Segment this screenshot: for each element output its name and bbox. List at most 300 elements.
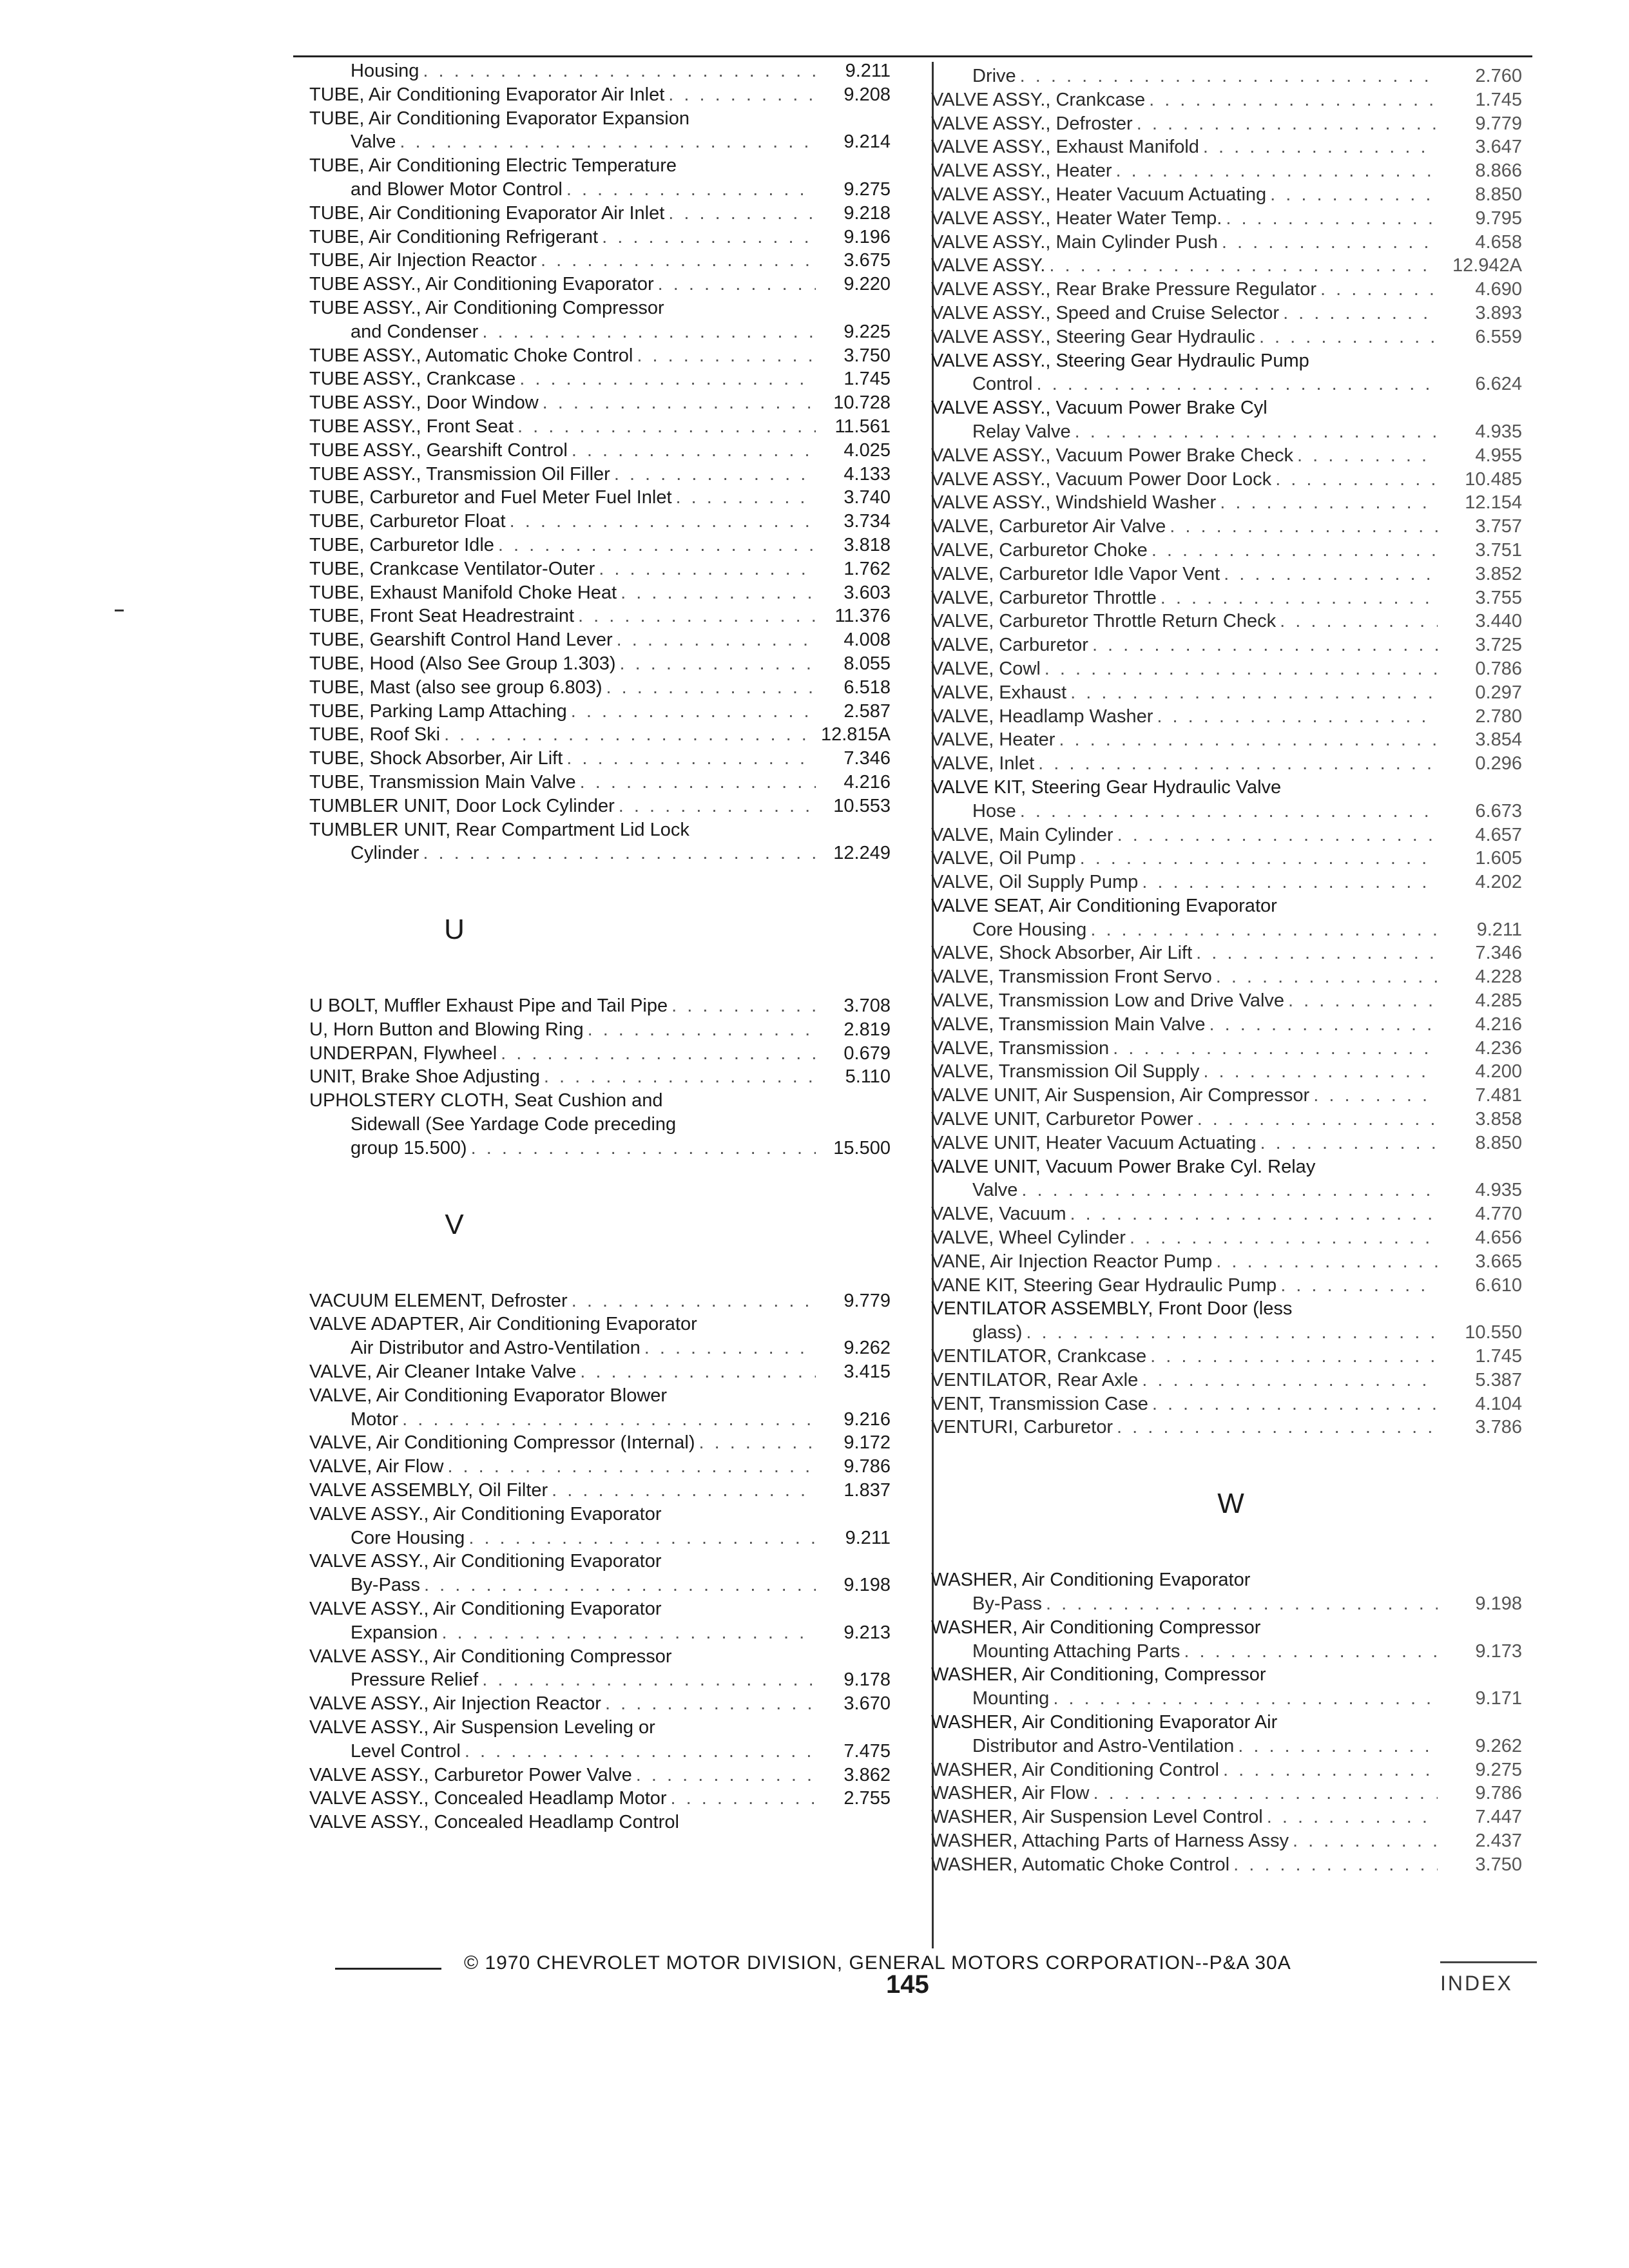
group-number: 3.852 xyxy=(1475,563,1522,584)
dot-leader xyxy=(544,1065,816,1089)
entry-text: VALVE, Cowl xyxy=(931,658,1041,679)
index-entry xyxy=(931,1758,1534,1782)
index-entry xyxy=(931,1616,1534,1664)
dot-leader xyxy=(1280,1274,1438,1298)
dot-leader xyxy=(471,1137,816,1160)
entry-text: WASHER, Air Suspension Level Control xyxy=(931,1807,1263,1828)
index-entry xyxy=(309,1289,902,1313)
dot-leader xyxy=(614,463,816,486)
dot-leader xyxy=(441,1621,816,1645)
entry-text: WASHER, Air Conditioning Evaporator Air xyxy=(931,1712,1278,1733)
dot-leader xyxy=(658,273,816,296)
group-number: 9.275 xyxy=(843,178,891,200)
index-entry xyxy=(931,1297,1534,1345)
index-entry xyxy=(309,1360,902,1384)
entry-text: VENT, Transmission Case xyxy=(931,1393,1148,1414)
index-entry xyxy=(309,226,902,249)
entry-text: By-Pass xyxy=(972,1593,1042,1615)
dot-leader xyxy=(402,1408,816,1432)
dot-leader xyxy=(606,676,816,700)
index-entry xyxy=(931,941,1534,965)
dot-leader xyxy=(465,1740,816,1763)
group-number: 3.415 xyxy=(843,1361,891,1383)
group-number: 2.437 xyxy=(1475,1830,1522,1851)
group-number: 8.866 xyxy=(1475,160,1522,182)
group-number: 9.779 xyxy=(1475,113,1522,134)
group-number: 3.858 xyxy=(1475,1109,1522,1130)
group-number: 1.837 xyxy=(843,1480,891,1501)
group-number: 3.862 xyxy=(843,1764,891,1785)
dot-leader xyxy=(602,226,816,249)
index-entry xyxy=(931,610,1534,633)
dot-leader xyxy=(617,628,816,652)
index-entry xyxy=(931,657,1534,681)
index-entry xyxy=(931,1392,1534,1416)
entry-text: TUBE ASSY., Crankcase xyxy=(309,369,516,390)
index-entry xyxy=(931,681,1534,705)
entry-text: TUBE, Mast (also see group 6.803) xyxy=(309,677,602,698)
entry-text: Core Housing xyxy=(972,919,1087,940)
index-entry xyxy=(931,1805,1534,1829)
dot-leader xyxy=(1275,468,1438,492)
index-entry xyxy=(931,1037,1534,1061)
dot-leader xyxy=(1238,1735,1438,1758)
group-number: 7.346 xyxy=(843,748,891,769)
index-entry xyxy=(931,64,1534,88)
group-number: 9.218 xyxy=(843,202,891,224)
index-entry xyxy=(309,533,902,557)
index-entry xyxy=(309,557,902,581)
group-number: 9.198 xyxy=(843,1575,891,1596)
index-entry xyxy=(309,1384,902,1432)
entry-text: VALVE ASSY., Air Conditioning Evaporator xyxy=(309,1599,662,1620)
index-entry xyxy=(931,1711,1534,1758)
entry-text: TUBE ASSY., Air Conditioning Evaporator xyxy=(309,274,654,295)
group-number: 1.745 xyxy=(843,369,891,390)
entry-text: VALVE, Shock Absorber, Air Lift xyxy=(931,943,1193,964)
group-number: 4.656 xyxy=(1475,1227,1522,1249)
dot-leader xyxy=(572,1289,816,1313)
index-entry xyxy=(931,1013,1534,1037)
entry-text: VALVE ASSY., Concealed Headlamp Motor xyxy=(309,1788,667,1809)
entry-text: VALVE, Air Cleaner Intake Valve xyxy=(309,1361,577,1383)
entry-text: TUBE, Crankcase Ventilator-Outer xyxy=(309,558,595,579)
margin-mark xyxy=(115,610,124,611)
entry-text: VACUUM ELEMENT, Defroster xyxy=(309,1290,568,1311)
group-number: 9.779 xyxy=(843,1290,891,1311)
index-entry xyxy=(931,539,1534,562)
entry-text: UNDERPAN, Flywheel xyxy=(309,1043,497,1064)
group-number: 9.786 xyxy=(843,1456,891,1477)
entry-text: VALVE ASSY., Heater Water Temp. xyxy=(931,207,1222,229)
dot-leader xyxy=(1320,278,1438,302)
index-entry xyxy=(309,1503,902,1550)
dot-leader xyxy=(519,367,816,391)
group-number: 9.211 xyxy=(845,1527,891,1548)
index-entry xyxy=(931,1250,1534,1274)
group-number: 0.679 xyxy=(843,1043,891,1064)
dot-leader xyxy=(1020,64,1438,88)
entry-text: Mounting Attaching Parts xyxy=(972,1640,1181,1662)
entry-text: VALVE ASSY., Heater Vacuum Actuating xyxy=(931,184,1267,205)
entry-text: TUBE, Air Conditioning Electric Temperature xyxy=(309,155,677,177)
entry-text: VALVE, Heater xyxy=(931,729,1055,751)
index-entry xyxy=(309,1018,902,1042)
group-number: 7.475 xyxy=(843,1740,891,1762)
entry-text: VANE, Air Injection Reactor Pump xyxy=(931,1251,1213,1272)
index-entry xyxy=(931,302,1534,325)
dot-leader xyxy=(1113,1037,1438,1061)
dot-leader xyxy=(423,841,816,865)
entry-text: U, Horn Button and Blowing Ring xyxy=(309,1019,584,1040)
index-entry xyxy=(309,296,902,344)
index-entry xyxy=(931,1829,1534,1853)
dot-leader xyxy=(1070,1202,1438,1226)
entry-text: TUBE, Carburetor Float xyxy=(309,511,506,532)
index-entry xyxy=(931,1084,1534,1108)
group-number: 12.942A xyxy=(1452,255,1522,276)
entry-text: VALVE, Inlet xyxy=(931,753,1035,774)
dot-leader xyxy=(1117,1416,1438,1439)
dot-leader xyxy=(636,1763,816,1787)
dot-leader xyxy=(1037,372,1438,396)
footer-rule xyxy=(335,1968,441,1970)
dot-leader xyxy=(498,533,816,557)
entry-text: TUBE ASSY., Door Window xyxy=(309,392,539,414)
entry-text: Air Distributor and Astro-Ventilation xyxy=(351,1338,641,1359)
dot-leader xyxy=(1070,681,1438,705)
entry-text: VALVE, Transmission xyxy=(931,1037,1110,1059)
index-entry xyxy=(931,1226,1534,1250)
group-number: 2.780 xyxy=(1475,706,1522,727)
dot-leader xyxy=(1152,539,1438,562)
dot-leader xyxy=(571,700,816,724)
entry-text: VALVE ASSY., Vacuum Power Door Lock xyxy=(931,468,1272,490)
group-number: 9.211 xyxy=(845,61,891,81)
entry-text: VALVE, Wheel Cylinder xyxy=(931,1227,1126,1249)
group-number: 4.935 xyxy=(1475,1180,1522,1201)
dot-leader xyxy=(1233,1853,1438,1877)
index-entry xyxy=(931,1369,1534,1392)
index-entry xyxy=(931,562,1534,586)
dot-leader xyxy=(578,604,816,628)
dot-leader xyxy=(1226,207,1438,231)
entry-text: TUBE ASSY., Gearshift Control xyxy=(309,439,568,461)
entry-text: VALVE, Transmission Main Valve xyxy=(931,1014,1206,1035)
entry-text: VALVE, Oil Supply Pump xyxy=(931,872,1139,893)
dot-leader xyxy=(543,391,816,415)
dot-leader xyxy=(699,1431,816,1455)
group-number: 3.750 xyxy=(1475,1854,1522,1875)
group-number: 4.133 xyxy=(843,463,891,485)
entry-text: TUMBLER UNIT, Door Lock Cylinder xyxy=(309,795,615,816)
entry-text: and Blower Motor Control xyxy=(351,178,563,200)
entry-text: WASHER, Air Conditioning Compressor xyxy=(931,1617,1261,1638)
entry-text: WASHER, Air Conditioning Evaporator xyxy=(931,1570,1251,1591)
entry-text: VALVE ASSY., Carburetor Power Valve xyxy=(309,1764,632,1785)
index-entry xyxy=(309,1089,902,1160)
index-entry xyxy=(309,59,902,83)
group-number: 9.213 xyxy=(843,1622,891,1643)
dot-leader xyxy=(1117,823,1438,847)
entry-text: TUBE, Air Conditioning Refrigerant xyxy=(309,226,599,247)
index-entry xyxy=(931,870,1534,894)
entry-text: VENTILATOR, Crankcase xyxy=(931,1346,1147,1367)
group-number: 10.550 xyxy=(1465,1322,1522,1343)
index-entry xyxy=(309,1312,902,1360)
dot-leader xyxy=(1053,1687,1438,1711)
dot-leader xyxy=(517,415,816,439)
group-number: 12.249 xyxy=(833,843,891,864)
entry-text: TUBE, Transmission Main Valve xyxy=(309,771,576,793)
group-number: 8.850 xyxy=(1475,184,1522,205)
entry-text: TUBE, Gearshift Control Hand Lever xyxy=(309,629,613,651)
group-number: 3.755 xyxy=(1475,587,1522,608)
dot-leader xyxy=(1313,1084,1438,1108)
entry-text: VALVE SEAT, Air Conditioning Evaporator xyxy=(931,895,1277,916)
dot-leader xyxy=(1216,965,1438,989)
entry-text: Housing xyxy=(351,61,419,81)
index-entry xyxy=(931,515,1534,539)
index-label: INDEX xyxy=(1440,1972,1513,1995)
entry-text: VALVE, Carburetor Throttle xyxy=(931,587,1157,608)
entry-text: VALVE ASSY., Steering Gear Hydraulic xyxy=(931,326,1255,347)
group-number: 9.198 xyxy=(1475,1593,1522,1615)
entry-text: VALVE, Air Flow xyxy=(309,1456,444,1477)
group-number: 4.690 xyxy=(1475,279,1522,300)
index-entry xyxy=(931,823,1534,847)
entry-text: Expansion xyxy=(351,1622,438,1643)
index-entry xyxy=(309,415,902,439)
dot-leader xyxy=(605,1692,816,1716)
group-number: 3.603 xyxy=(843,582,891,603)
index-entry xyxy=(931,135,1534,159)
index-entry xyxy=(931,491,1534,515)
entry-text: TUBE, Air Injection Reactor xyxy=(309,250,537,271)
dot-leader xyxy=(1026,1321,1438,1345)
dot-leader xyxy=(482,320,816,344)
dot-leader xyxy=(1142,1369,1438,1392)
group-number: 9.220 xyxy=(843,274,891,295)
group-number: 4.285 xyxy=(1475,990,1522,1012)
group-number: 9.211 xyxy=(1476,919,1522,940)
index-entry xyxy=(309,1716,902,1763)
index-entry xyxy=(931,444,1534,468)
index-entry xyxy=(309,439,902,463)
group-number: 8.850 xyxy=(1475,1132,1522,1153)
entry-text: VALVE, Vacuum xyxy=(931,1204,1066,1225)
group-number: 3.675 xyxy=(843,250,891,271)
group-number: 4.216 xyxy=(1475,1014,1522,1035)
entry-text: VALVE, Transmission Front Servo xyxy=(931,966,1212,988)
index-entry xyxy=(931,349,1534,397)
dot-leader xyxy=(541,249,816,273)
dot-leader xyxy=(566,178,816,202)
group-number: 11.561 xyxy=(834,416,891,437)
entry-text: VALVE ASSY., Windshield Washer xyxy=(931,492,1217,514)
entry-text: VALVE UNIT, Carburetor Power xyxy=(931,1109,1193,1130)
entry-text: VALVE, Transmission Oil Supply xyxy=(931,1061,1200,1082)
dot-leader xyxy=(1020,800,1438,823)
group-number: 10.728 xyxy=(833,392,891,414)
group-number: 12.154 xyxy=(1465,492,1522,514)
dot-leader xyxy=(1142,870,1438,894)
entry-text: Relay Valve xyxy=(972,421,1071,442)
dot-leader xyxy=(1184,1640,1438,1664)
dot-leader xyxy=(552,1479,816,1503)
dot-leader xyxy=(400,130,816,154)
index-entry xyxy=(931,468,1534,492)
group-number: 9.786 xyxy=(1475,1783,1522,1804)
dot-leader xyxy=(1222,231,1438,255)
dot-leader xyxy=(1161,586,1438,610)
index-entry xyxy=(931,1155,1534,1203)
group-number: 10.553 xyxy=(833,795,891,816)
group-number: 6.624 xyxy=(1475,374,1522,395)
group-number: 3.854 xyxy=(1475,729,1522,751)
group-number: 4.025 xyxy=(843,439,891,461)
dot-leader xyxy=(566,747,816,771)
group-number: 4.104 xyxy=(1475,1393,1522,1414)
entry-text: VALVE ASSY., Air Conditioning Evaporator xyxy=(309,1503,662,1524)
index-entry xyxy=(309,367,902,391)
entry-text: VALVE ASSY., Defroster xyxy=(931,113,1133,134)
entry-text: TUBE, Exhaust Manifold Choke Heat xyxy=(309,582,617,603)
entry-text: VALVE, Main Cylinder xyxy=(931,824,1113,845)
entry-text: TUBE ASSY., Front Seat xyxy=(309,416,514,437)
index-entry xyxy=(931,586,1534,610)
group-number: 3.751 xyxy=(1475,539,1522,561)
group-number: 7.346 xyxy=(1475,943,1522,964)
index-entry xyxy=(309,83,902,107)
group-number: 4.935 xyxy=(1475,421,1522,442)
dot-leader xyxy=(1170,515,1438,539)
index-entry xyxy=(309,273,902,296)
copyright-notice: © 1970 CHEVROLET MOTOR DIVISION, GENERAL MOTORS CORPORATION--P&A 30A xyxy=(464,1952,1291,1974)
entry-text: WASHER, Air Flow xyxy=(931,1783,1090,1804)
index-entry xyxy=(309,1065,902,1089)
dot-leader xyxy=(1116,159,1438,183)
group-number: 3.647 xyxy=(1475,137,1522,158)
index-entry xyxy=(309,1455,902,1479)
index-entry xyxy=(931,231,1534,255)
group-number: 11.376 xyxy=(834,606,891,627)
dot-leader xyxy=(510,510,816,533)
group-number: 1.762 xyxy=(843,558,891,579)
group-number: 9.173 xyxy=(1475,1640,1522,1662)
index-entry xyxy=(309,1692,902,1716)
dot-leader xyxy=(444,723,816,747)
dot-leader xyxy=(501,1042,816,1066)
entry-text: TUBE, Air Conditioning Evaporator Air Inlet xyxy=(309,202,665,224)
dot-leader xyxy=(599,557,816,581)
left-column xyxy=(309,59,902,1834)
group-number: 5.110 xyxy=(845,1066,891,1088)
dot-leader xyxy=(423,59,816,83)
entry-text: Control xyxy=(972,374,1033,395)
index-entry xyxy=(931,633,1534,657)
group-number: 4.658 xyxy=(1475,231,1522,253)
group-number: 9.262 xyxy=(1475,1735,1522,1756)
entry-text: TUBE, Parking Lamp Attaching xyxy=(309,700,567,722)
group-number: 4.228 xyxy=(1475,966,1522,988)
group-number: 7.447 xyxy=(1475,1807,1522,1828)
index-entry xyxy=(309,747,902,771)
index-entry xyxy=(309,700,902,724)
dot-leader xyxy=(1130,1226,1438,1250)
entry-text: VALVE ASSY., Crankcase xyxy=(931,89,1146,110)
entry-text: VALVE ASSY., Rear Brake Pressure Regulator xyxy=(931,279,1317,300)
index-entry xyxy=(309,994,902,1018)
dot-leader xyxy=(1059,728,1438,752)
dot-leader xyxy=(1216,1250,1438,1274)
group-number: 10.485 xyxy=(1465,468,1522,490)
group-number: 4.770 xyxy=(1475,1204,1522,1225)
index-entry xyxy=(309,604,902,628)
dot-leader xyxy=(671,994,816,1018)
entry-text: VENTURI, Carburetor xyxy=(931,1417,1113,1438)
group-number: 6.610 xyxy=(1475,1274,1522,1296)
index-entry xyxy=(931,705,1534,729)
group-number: 2.819 xyxy=(843,1019,891,1040)
entry-text: VALVE, Carburetor Idle Vapor Vent xyxy=(931,563,1220,584)
group-number: 9.275 xyxy=(1475,1759,1522,1780)
entry-text: VALVE, Carburetor Throttle Return Check xyxy=(931,611,1277,632)
entry-text: VALVE, Carburetor Air Valve xyxy=(931,516,1166,537)
index-entry xyxy=(931,1274,1534,1298)
dot-leader xyxy=(1259,325,1438,349)
entry-text: glass) xyxy=(972,1322,1023,1343)
group-number: 2.755 xyxy=(843,1788,891,1809)
dot-leader xyxy=(468,1526,816,1550)
dot-leader xyxy=(644,1336,816,1360)
entry-text: TUBE, Shock Absorber, Air Lift xyxy=(309,748,563,769)
index-entry xyxy=(309,1550,902,1597)
dot-leader xyxy=(424,1573,816,1597)
entry-text: VALVE ASSY., Concealed Headlamp Control xyxy=(309,1812,679,1833)
index-entry xyxy=(309,628,902,652)
entry-text: VALVE ASSY., Main Cylinder Push xyxy=(931,231,1218,253)
group-number: 15.500 xyxy=(833,1137,891,1158)
dot-leader xyxy=(1260,1131,1438,1155)
group-number: 8.055 xyxy=(843,653,891,674)
group-number: 9.196 xyxy=(843,226,891,247)
entry-text: UPHOLSTERY CLOTH, Seat Cushion and xyxy=(309,1090,663,1111)
group-number: 4.236 xyxy=(1475,1037,1522,1059)
index-entry xyxy=(931,1782,1534,1805)
dot-leader xyxy=(668,202,816,226)
index-entry xyxy=(931,1853,1534,1877)
dot-leader xyxy=(1293,1829,1438,1853)
group-number: 1.745 xyxy=(1475,89,1522,110)
index-entry xyxy=(931,1416,1534,1439)
index-entry xyxy=(309,391,902,415)
index-entry xyxy=(309,771,902,794)
entry-text: VALVE UNIT, Air Suspension, Air Compressor xyxy=(931,1085,1310,1106)
entry-text: Cylinder xyxy=(351,843,419,864)
entry-text: VALVE, Transmission Low and Drive Valve xyxy=(931,990,1285,1012)
entry-text: group 15.500) xyxy=(351,1137,467,1158)
group-number: 3.786 xyxy=(1475,1417,1522,1438)
dot-leader xyxy=(1075,420,1438,444)
dot-leader xyxy=(1045,657,1438,681)
dot-leader xyxy=(1090,918,1438,942)
group-number: 9.225 xyxy=(843,321,891,342)
dot-leader xyxy=(676,486,816,510)
entry-text: VALVE, Oil Pump xyxy=(931,848,1076,869)
group-number: 2.760 xyxy=(1475,66,1522,86)
index-entry xyxy=(931,112,1534,136)
